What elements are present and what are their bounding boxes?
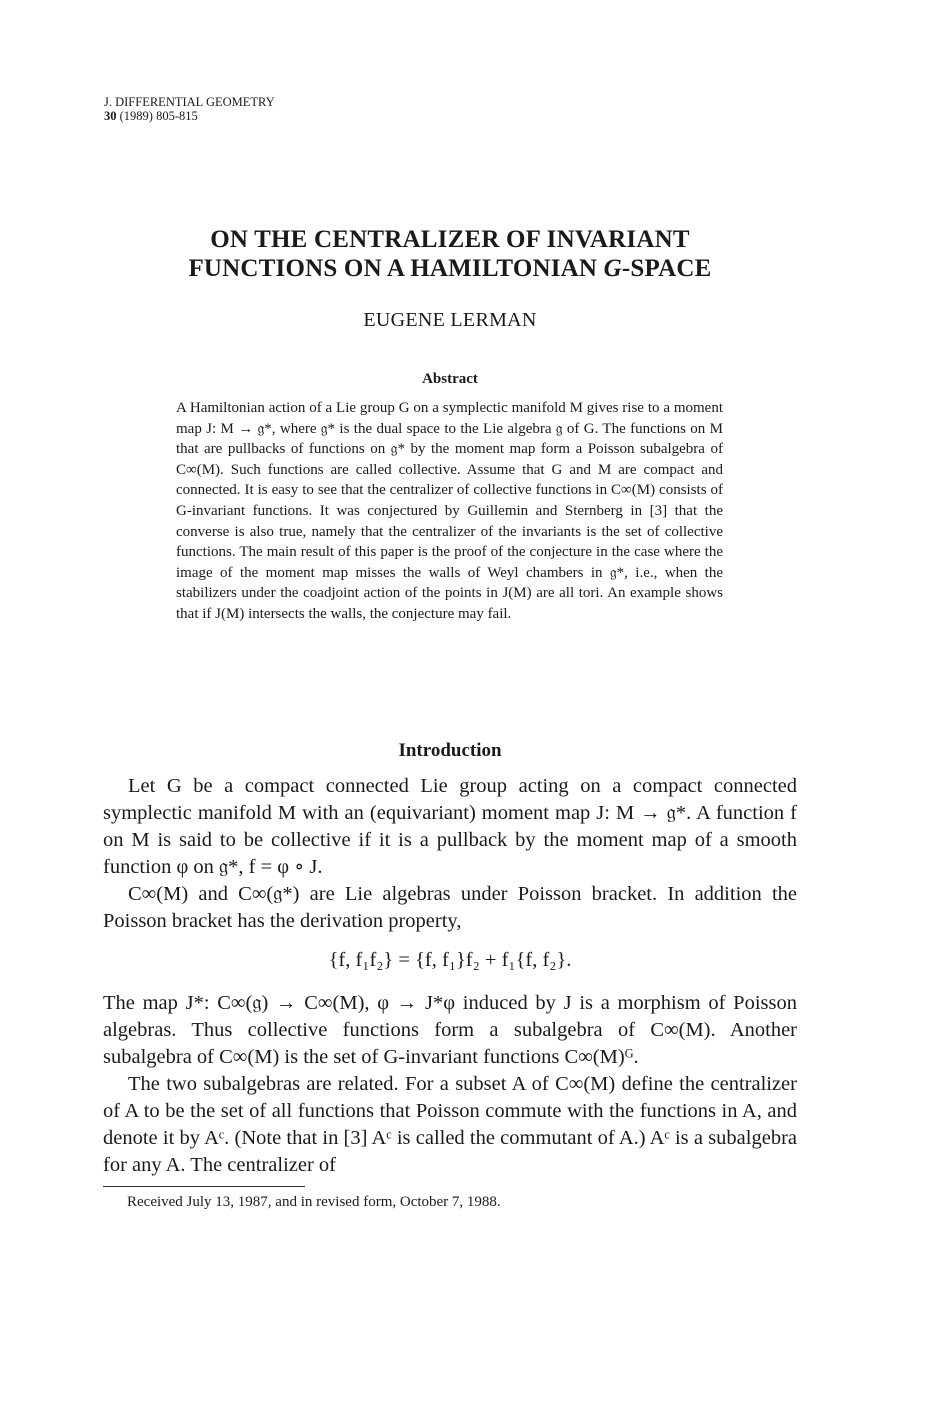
title-line-2: FUNCTIONS ON A HAMILTONIAN G-SPACE — [188, 255, 712, 282]
intro-paragraph-2: C∞(M) and C∞(𝔤*) are Lie algebras under Poisson bracket. In addition the Poisson bracket has the derivation property, — [103, 883, 797, 932]
derivation-equation: {f, f₁f₂} = {f, f₁}f₂ + f₁{f, f₂}. — [328, 949, 572, 971]
journal-year-pages: (1989) 805-815 — [119, 109, 198, 123]
introduction-heading: Introduction — [398, 740, 502, 761]
journal-volume-line — [104, 109, 275, 123]
footnote-received: Received July 13, 1987, and in revised form, October 7, 1988. — [127, 1194, 501, 1210]
paper-title — [100, 225, 800, 283]
abstract-text: A Hamiltonian action of a Lie group G on a symplectic manifold M gives rise to a moment map J: M → 𝔤*, where 𝔤* is the dual space to the Lie algebra 𝔤 of G. The functions on M that are pullbacks of functions on 𝔤* by the moment map form a Poisson subalgebra of C∞(M). Such functions are called collective. Assume that G and M are compact and connected. It is easy to see that the centralizer of collective functions in C∞(M) consists of G-invariant functions. It was conjectured by Guillemin and Sternberg in [3] that the converse is also true, namely that the centralizer of the invariants is the set of collective functions. The main result of this paper is the proof of the conjecture in the case where the image of the moment map misses the walls of Weyl chambers in 𝔤*, i.e., when the stabilizers under the coadjoint action of the points in J(M) are all tori. An example shows that if J(M) intersects the walls, the conjecture may fail. — [176, 400, 723, 622]
footnote-rule — [103, 1186, 305, 1187]
journal-header — [104, 95, 275, 123]
author-name: EUGENE LERMAN — [363, 309, 537, 331]
abstract-heading: Abstract — [422, 371, 478, 387]
intro-paragraph-4: The two subalgebras are related. For a subset A of C∞(M) define the centralizer of A to be the set of all functions that Poisson commute with the functions in A, and denote it by Aᶜ. (Note that in [3] Aᶜ is called the commutant of A.) Aᶜ is a subalgebra for any A. The centralizer of — [103, 1073, 797, 1176]
intro-paragraph-1: Let G be a compact connected Lie group acting on a compact connected symplectic manifold M with an (equivariant) moment map J: M → 𝔤*. A function f on M is said to be collective if it is a pullback by the moment map of a smooth function φ on 𝔤*, f = φ ∘ J. — [103, 775, 797, 878]
journal-volume: 30 — [104, 109, 117, 123]
title-line-1: ON THE CENTRALIZER OF INVARIANT — [210, 226, 690, 253]
intro-paragraph-3: The map J*: C∞(𝔤) → C∞(M), φ → J*φ induced by J is a morphism of Poisson algebras. Thus collective functions form a subalgebra of C∞(M). Another subalgebra of C∞(M) is the set of G-invariant functions C∞(M)ᴳ. — [103, 992, 797, 1068]
journal-name: J. DIFFERENTIAL GEOMETRY — [104, 95, 275, 109]
